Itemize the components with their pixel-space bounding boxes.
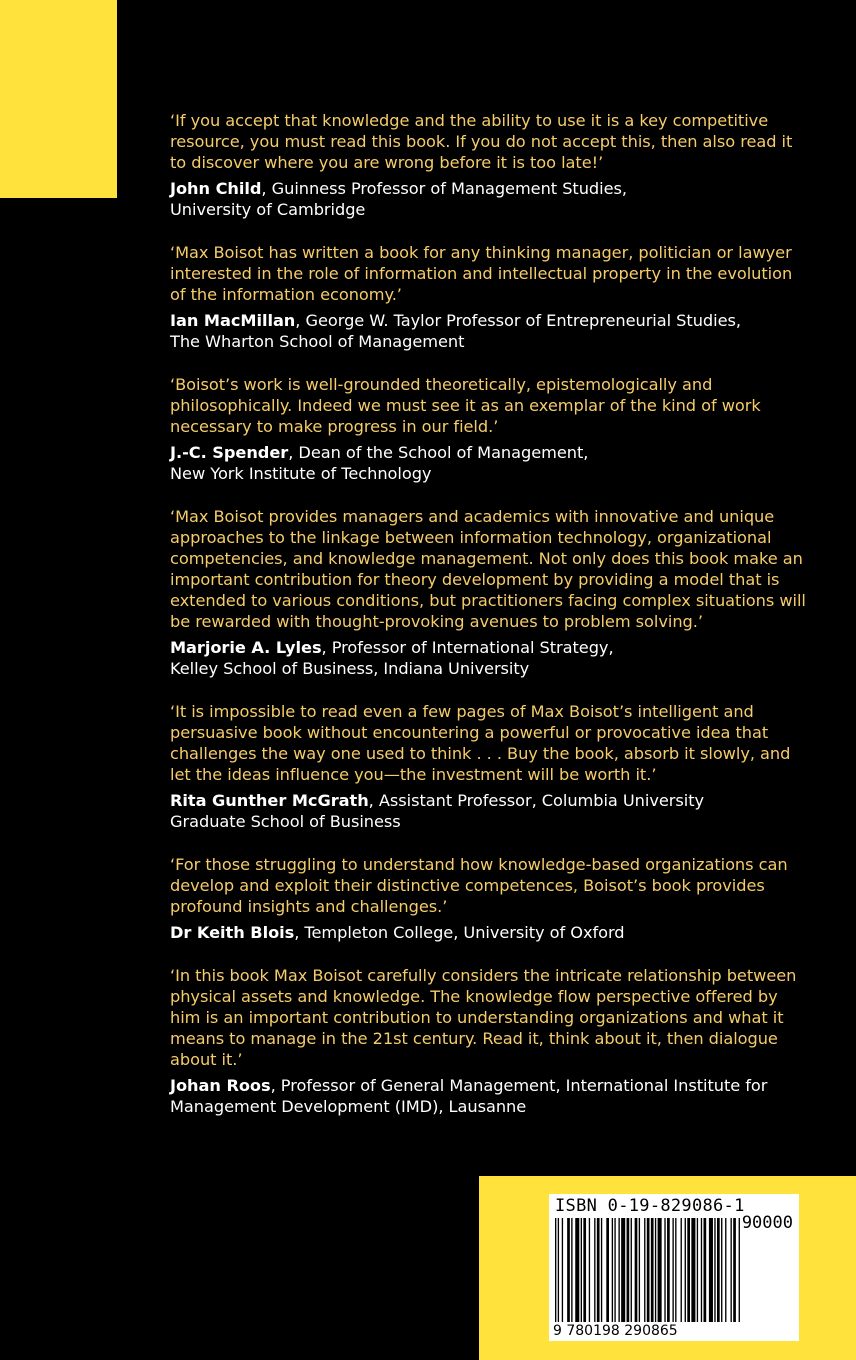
endorser-name: Dr Keith Blois [170,923,295,942]
endorsement-attribution [170,178,810,220]
endorser-institution: Management Development (IMD), Lausanne [170,1097,527,1116]
barcode-bar [594,1218,595,1322]
barcode-bar [597,1218,600,1322]
barcode-bar [639,1218,640,1322]
ean-digits: 9 780198 290865 [553,1323,678,1339]
barcode-bar [647,1218,650,1322]
endorsement-attribution [170,790,810,832]
barcode-bar [709,1218,713,1322]
endorser-institution: University of Cambridge [170,200,366,219]
barcode-bar [672,1218,673,1322]
endorsement-quote: ‘Max Boisot has written a book for any thinking manager, politician or lawyer interested in the role of information and intellectual property in the evolution of the information economy.’ [170,243,793,304]
isbn-barcode [549,1194,799,1341]
barcode-bar [558,1218,559,1322]
barcode-bar [701,1218,702,1322]
barcode-bar [621,1218,625,1322]
barcode-bar [651,1218,654,1322]
endorsement-attribution [170,922,810,943]
barcode-bar [562,1218,563,1322]
barcode-bar [655,1218,656,1322]
endorser-name: J.-C. Spender [170,443,289,462]
endorsement-quote: ‘For those struggling to understand how knowledge-based organizations can develop and exploit their distinctive competences, Boisot’s book provides profound insights and challenges.’ [170,855,788,916]
barcode-bar [555,1218,556,1322]
barcode-bar [618,1218,619,1322]
endorser-name: John Child [170,179,262,198]
barcode-bar [658,1218,662,1322]
endorser-institution: Graduate School of Business [170,812,401,831]
endorser-institution: New York Institute of Technology [170,464,432,483]
barcode-bar [733,1218,736,1322]
barcode-bar [731,1218,732,1322]
endorsement-attribution [170,1075,810,1117]
barcode-bar [614,1218,615,1322]
endorsement-quote: ‘In this book Max Boisot carefully considers the intricate relationship between physical assets and knowledge. The knowledge flow perspective offered by him is an important contribution to understanding organizations and what it means to manage in the 21st century. Read it, think about it, then dialogue about it.’ [170,966,797,1069]
endorser-affiliation: , George W. Taylor Professor of Entrepreneurial Studies, [295,311,741,330]
endorser-affiliation: , Templeton College, University of Oxford [294,923,625,942]
barcode-bar [583,1218,586,1322]
endorser-name: Marjorie A. Lyles [170,638,322,657]
barcode-bar [567,1218,570,1322]
barcode-bar [697,1218,698,1322]
endorsement-attribution [170,637,810,679]
endorsement-attribution [170,442,810,484]
barcode-bar [681,1218,682,1322]
barcode-bar [704,1218,707,1322]
endorsement-quote: ‘It is impossible to read even a few pages of Max Boisot’s intelligent and persuasive book without encountering a powerful or provocative idea that challenges the way one used to think . . . Buy the book, absorb it slowly, and let the ideas influence you—the investment will be worth it.’ [170,702,791,784]
endorsement [170,965,810,1117]
barcode-bar [581,1218,582,1322]
barcode-bar [644,1218,645,1322]
barcode-bar [675,1218,676,1322]
barcode-bar [717,1218,720,1322]
corner-color-block [0,0,117,198]
barcode-bar [725,1218,726,1322]
barcode-bar [601,1218,602,1322]
endorsement [170,110,810,220]
endorsement [170,242,810,352]
barcode-bar [714,1218,715,1322]
endorser-name: Rita Gunther McGrath [170,791,369,810]
endorsement-quote: ‘Boisot’s work is well-grounded theoretically, epistemologically and philosophically. Indeed we must see it as an exemplar of the kind of work necessary to make progress in our field.’ [170,375,761,436]
endorser-name: Johan Roos [170,1076,271,1095]
endorsement [170,701,810,832]
endorsement [170,854,810,943]
barcode-bar [739,1218,740,1322]
barcode-bar [667,1218,670,1322]
barcode-bar [631,1218,632,1322]
endorsement-quote: ‘Max Boisot provides managers and academics with innovative and unique approaches to the linkage between information technology, organizational competencies, and knowledge management. Not only does this book make an important contribution for theory development by providing a model that is extended to various conditions, but practitioners facing complex situations will be rewarded with thought-provoking avenues to problem solving.’ [170,507,806,631]
endorser-institution: The Wharton School of Management [170,332,465,351]
barcode-bar [685,1218,686,1322]
barcode-bar [571,1218,572,1322]
barcode-bar [691,1218,695,1322]
endorsement [170,374,810,484]
barcode-bar [575,1218,579,1322]
barcode-bar [612,1218,613,1322]
barcode-bar [627,1218,630,1322]
endorser-affiliation: , Professor of International Strategy, [321,638,614,657]
endorser-affiliation: , Dean of the School of Management, [288,443,589,462]
endorser-affiliation: , Assistant Professor, Columbia University [368,791,705,810]
isbn-label: ISBN 0-19-829086-1 [555,1196,745,1216]
endorsement-quote: ‘If you accept that knowledge and the ability to use it is a key competitive resource, you must read this book. If you do not accept this, then also read it to discover where you are wrong before it is too late!’ [170,111,793,172]
endorsement [170,506,810,679]
endorsements [170,110,810,1139]
barcode-bar [635,1218,638,1322]
barcode-bar [721,1218,722,1322]
price-code: 90000 [741,1213,793,1233]
endorser-institution: Kelley School of Business, Indiana University [170,659,530,678]
endorser-affiliation: , Professor of General Management, International Institute for [270,1076,768,1095]
endorser-name: Ian MacMillan [170,311,296,330]
endorsement-attribution [170,310,810,352]
barcode-bar [687,1218,690,1322]
barcode-bar [589,1218,590,1322]
barcode-bar [606,1218,609,1322]
barcode-bar [664,1218,665,1322]
endorser-affiliation: , Guinness Professor of Management Studies, [261,179,627,198]
